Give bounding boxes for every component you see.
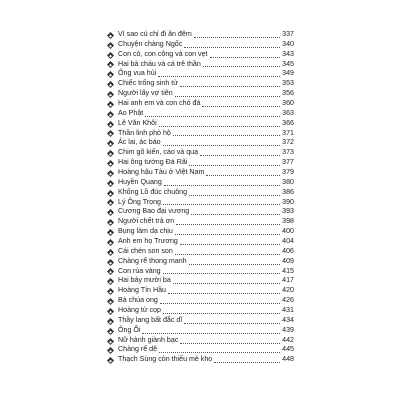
diamond-bullet-icon	[107, 150, 114, 157]
toc-page-number: 406	[282, 246, 294, 255]
diamond-bullet-icon	[107, 160, 114, 167]
toc-entry[interactable]	[108, 306, 294, 316]
toc-page-number: 420	[282, 286, 294, 295]
diamond-bullet-icon	[107, 209, 114, 216]
diamond-bullet-icon	[107, 52, 114, 59]
dot-leader	[175, 96, 280, 97]
toc-entry-title: Ác lai, ác báo	[118, 138, 161, 147]
dot-leader	[163, 204, 280, 205]
toc-entry-title: Người chết trả ơn	[118, 217, 175, 226]
toc-entry-title: Hoàng hậu Tàu ở Việt Nam	[118, 168, 205, 177]
toc-entry[interactable]	[108, 217, 294, 227]
toc-entry-title: Bà chúa ong	[118, 296, 158, 305]
toc-entry[interactable]	[108, 99, 294, 109]
toc-page-number: 409	[282, 256, 294, 265]
toc-page-number: 445	[282, 345, 294, 354]
table-of-contents	[108, 30, 294, 365]
dot-leader	[175, 234, 280, 235]
dot-leader	[202, 106, 280, 107]
toc-page-number: 379	[282, 168, 294, 177]
dot-leader	[210, 57, 281, 58]
diamond-bullet-icon	[107, 199, 114, 206]
diamond-bullet-icon	[107, 259, 114, 266]
toc-entry[interactable]	[108, 276, 294, 286]
toc-page-number: 373	[282, 148, 294, 157]
toc-entry[interactable]	[108, 129, 294, 139]
toc-entry[interactable]	[108, 286, 294, 296]
toc-entry-title: Hai bảy mười ba	[118, 276, 171, 285]
toc-entry[interactable]	[108, 119, 294, 129]
toc-page-number: 431	[282, 306, 294, 315]
toc-page-number: 398	[282, 217, 294, 226]
toc-entry-title: Lê Văn Khôi	[118, 118, 157, 127]
toc-entry-title: Vì sao cú chỉ đi ăn đêm	[118, 29, 192, 38]
dot-leader	[180, 343, 280, 344]
diamond-bullet-icon	[107, 190, 114, 197]
toc-entry-title: Hai ông tướng Đá Rãi	[118, 158, 188, 167]
dot-leader	[214, 362, 280, 363]
toc-page-number: 363	[282, 108, 294, 117]
toc-page-number: 404	[282, 237, 294, 246]
diamond-bullet-icon	[107, 357, 114, 364]
toc-entry[interactable]	[108, 30, 294, 40]
toc-entry[interactable]	[108, 336, 294, 346]
toc-page-number: 377	[282, 158, 294, 167]
toc-entry[interactable]	[108, 326, 294, 336]
diamond-bullet-icon	[107, 328, 114, 335]
dot-leader	[168, 293, 280, 294]
dot-leader	[184, 323, 280, 324]
toc-entry[interactable]	[108, 237, 294, 247]
dot-leader	[145, 116, 280, 117]
toc-page-number: 349	[282, 69, 294, 78]
toc-entry[interactable]	[108, 355, 294, 365]
toc-page-number: 340	[282, 39, 294, 48]
diamond-bullet-icon	[107, 308, 114, 315]
toc-page-number: 380	[282, 177, 294, 186]
toc-entry-title: Nữ hành giành bạc	[118, 335, 179, 344]
toc-entry-title: Hoàng tử cọp	[118, 306, 162, 315]
diamond-bullet-icon	[107, 318, 114, 325]
diamond-bullet-icon	[107, 337, 114, 344]
toc-entry[interactable]	[108, 69, 294, 79]
dot-leader	[159, 352, 280, 353]
toc-page-number: 345	[282, 59, 294, 68]
dot-leader	[164, 185, 280, 186]
diamond-bullet-icon	[107, 180, 114, 187]
dot-leader	[180, 86, 280, 87]
dot-leader	[180, 244, 280, 245]
toc-entry[interactable]	[108, 188, 294, 198]
dot-leader	[173, 135, 280, 136]
toc-entry-title: Bụng làm dạ chịu	[118, 227, 173, 236]
dot-leader	[184, 47, 280, 48]
toc-page-number: 343	[282, 49, 294, 58]
diamond-bullet-icon	[107, 229, 114, 236]
toc-entry[interactable]	[108, 198, 294, 208]
toc-page-number: 439	[282, 325, 294, 334]
diamond-bullet-icon	[107, 298, 114, 305]
toc-entry-title: Cái chén son son	[118, 246, 173, 255]
dot-leader	[159, 126, 281, 127]
diamond-bullet-icon	[107, 140, 114, 147]
toc-page-number: 366	[282, 118, 294, 127]
toc-entry-title: Hai anh em và con chó đá	[118, 99, 201, 107]
toc-page-number: 337	[282, 29, 294, 38]
toc-entry-title: Thầy lang bất đắc dĩ	[118, 315, 183, 324]
toc-entry-title: Chim gõ kiến, cáo và quạ	[118, 148, 199, 157]
diamond-bullet-icon	[107, 32, 114, 39]
diamond-bullet-icon	[107, 288, 114, 295]
toc-entry[interactable]	[108, 207, 294, 217]
dot-leader	[203, 66, 280, 67]
toc-entry-title: Ông vua hủi	[118, 69, 157, 78]
toc-page-number: 400	[282, 227, 294, 236]
toc-entry-title: Con rùa vàng	[118, 266, 161, 275]
toc-page-number: 434	[282, 315, 294, 324]
toc-entry[interactable]	[108, 109, 294, 119]
toc-entry[interactable]	[108, 138, 294, 148]
dot-leader	[142, 333, 280, 334]
toc-entry-title: Anh em họ Trương	[118, 237, 178, 246]
diamond-bullet-icon	[107, 61, 114, 68]
toc-entry-title: Chiếc trống sinh tử	[118, 79, 178, 88]
dot-leader	[175, 254, 280, 255]
toc-page-number: 415	[282, 266, 294, 275]
toc-page-number: 390	[282, 197, 294, 206]
diamond-bullet-icon	[107, 249, 114, 256]
dot-leader	[189, 165, 280, 166]
dot-leader	[163, 273, 281, 274]
toc-page-number: 417	[282, 276, 294, 285]
diamond-bullet-icon	[107, 81, 114, 88]
toc-entry-title: Thạch Sùng còn thiếu mẻ kho	[118, 355, 213, 364]
toc-page-number: 442	[282, 335, 294, 344]
toc-entry-title: Huyền Quang	[118, 177, 162, 186]
dot-leader	[200, 155, 280, 156]
toc-entry-title: Con cò, con công và con vẹt	[118, 49, 208, 58]
toc-entry[interactable]	[108, 148, 294, 158]
diamond-bullet-icon	[107, 101, 114, 108]
toc-page-number: 371	[282, 128, 294, 137]
diamond-bullet-icon	[107, 130, 114, 137]
dot-leader	[194, 37, 280, 38]
dot-leader	[191, 214, 280, 215]
diamond-bullet-icon	[107, 347, 114, 354]
toc-entry-title: Ông Ổi	[118, 325, 141, 334]
toc-entry-title: Hai bà cháu và cá trê thần	[118, 59, 201, 68]
toc-entry[interactable]	[108, 79, 294, 89]
dot-leader	[163, 313, 280, 314]
diamond-bullet-icon	[107, 268, 114, 275]
toc-entry-title: Lý Ông Trọng	[118, 197, 161, 206]
toc-page-number: 386	[282, 187, 294, 196]
toc-page-number: 372	[282, 138, 294, 147]
dot-leader	[189, 264, 281, 265]
toc-entry[interactable]	[108, 346, 294, 356]
toc-entry[interactable]	[108, 178, 294, 188]
dot-leader	[173, 283, 280, 284]
toc-entry-title: Hoàng Tín Hầu	[118, 286, 166, 295]
diamond-bullet-icon	[107, 219, 114, 226]
toc-entry[interactable]	[108, 247, 294, 257]
toc-entry-title: Thần linh phò hộ	[118, 128, 171, 137]
toc-entry[interactable]	[108, 60, 294, 70]
toc-entry[interactable]	[108, 267, 294, 277]
dot-leader	[176, 224, 280, 225]
diamond-bullet-icon	[107, 278, 114, 285]
toc-entry-title: Cương Bao đại vương	[118, 207, 190, 216]
dot-leader	[158, 76, 280, 77]
diamond-bullet-icon	[107, 239, 114, 246]
toc-entry-title: Chuyện chàng Ngốc	[118, 39, 183, 48]
toc-entry[interactable]	[108, 227, 294, 237]
dot-leader	[160, 303, 280, 304]
toc-page-number: 393	[282, 207, 294, 216]
toc-entry[interactable]	[108, 296, 294, 306]
toc-entry[interactable]	[108, 40, 294, 50]
toc-page-number: 448	[282, 355, 294, 364]
diamond-bullet-icon	[107, 111, 114, 118]
diamond-bullet-icon	[107, 42, 114, 49]
toc-entry-title: Chàng rể thong manh	[118, 256, 187, 265]
toc-page-number: 360	[282, 99, 294, 107]
toc-entry[interactable]	[108, 316, 294, 326]
dot-leader	[206, 175, 280, 176]
toc-entry-title: Khổng Lồ đúc chuông	[118, 187, 188, 196]
diamond-bullet-icon	[107, 71, 114, 78]
toc-page-number: 426	[282, 296, 294, 305]
toc-entry-title: Ao Phật	[118, 108, 144, 117]
toc-entry[interactable]	[108, 50, 294, 60]
toc-page-number: 356	[282, 89, 294, 98]
diamond-bullet-icon	[107, 170, 114, 177]
toc-entry[interactable]	[108, 257, 294, 267]
diamond-bullet-icon	[107, 121, 114, 128]
toc-entry[interactable]	[108, 158, 294, 168]
toc-entry[interactable]	[108, 89, 294, 99]
dot-leader	[163, 145, 281, 146]
toc-page-number: 353	[282, 79, 294, 88]
toc-entry-title: Chàng rể dê	[118, 345, 158, 354]
diamond-bullet-icon	[107, 91, 114, 98]
toc-entry[interactable]	[108, 168, 294, 178]
toc-entry-title: Người lấy vợ tiên	[118, 89, 173, 98]
dot-leader	[189, 195, 280, 196]
